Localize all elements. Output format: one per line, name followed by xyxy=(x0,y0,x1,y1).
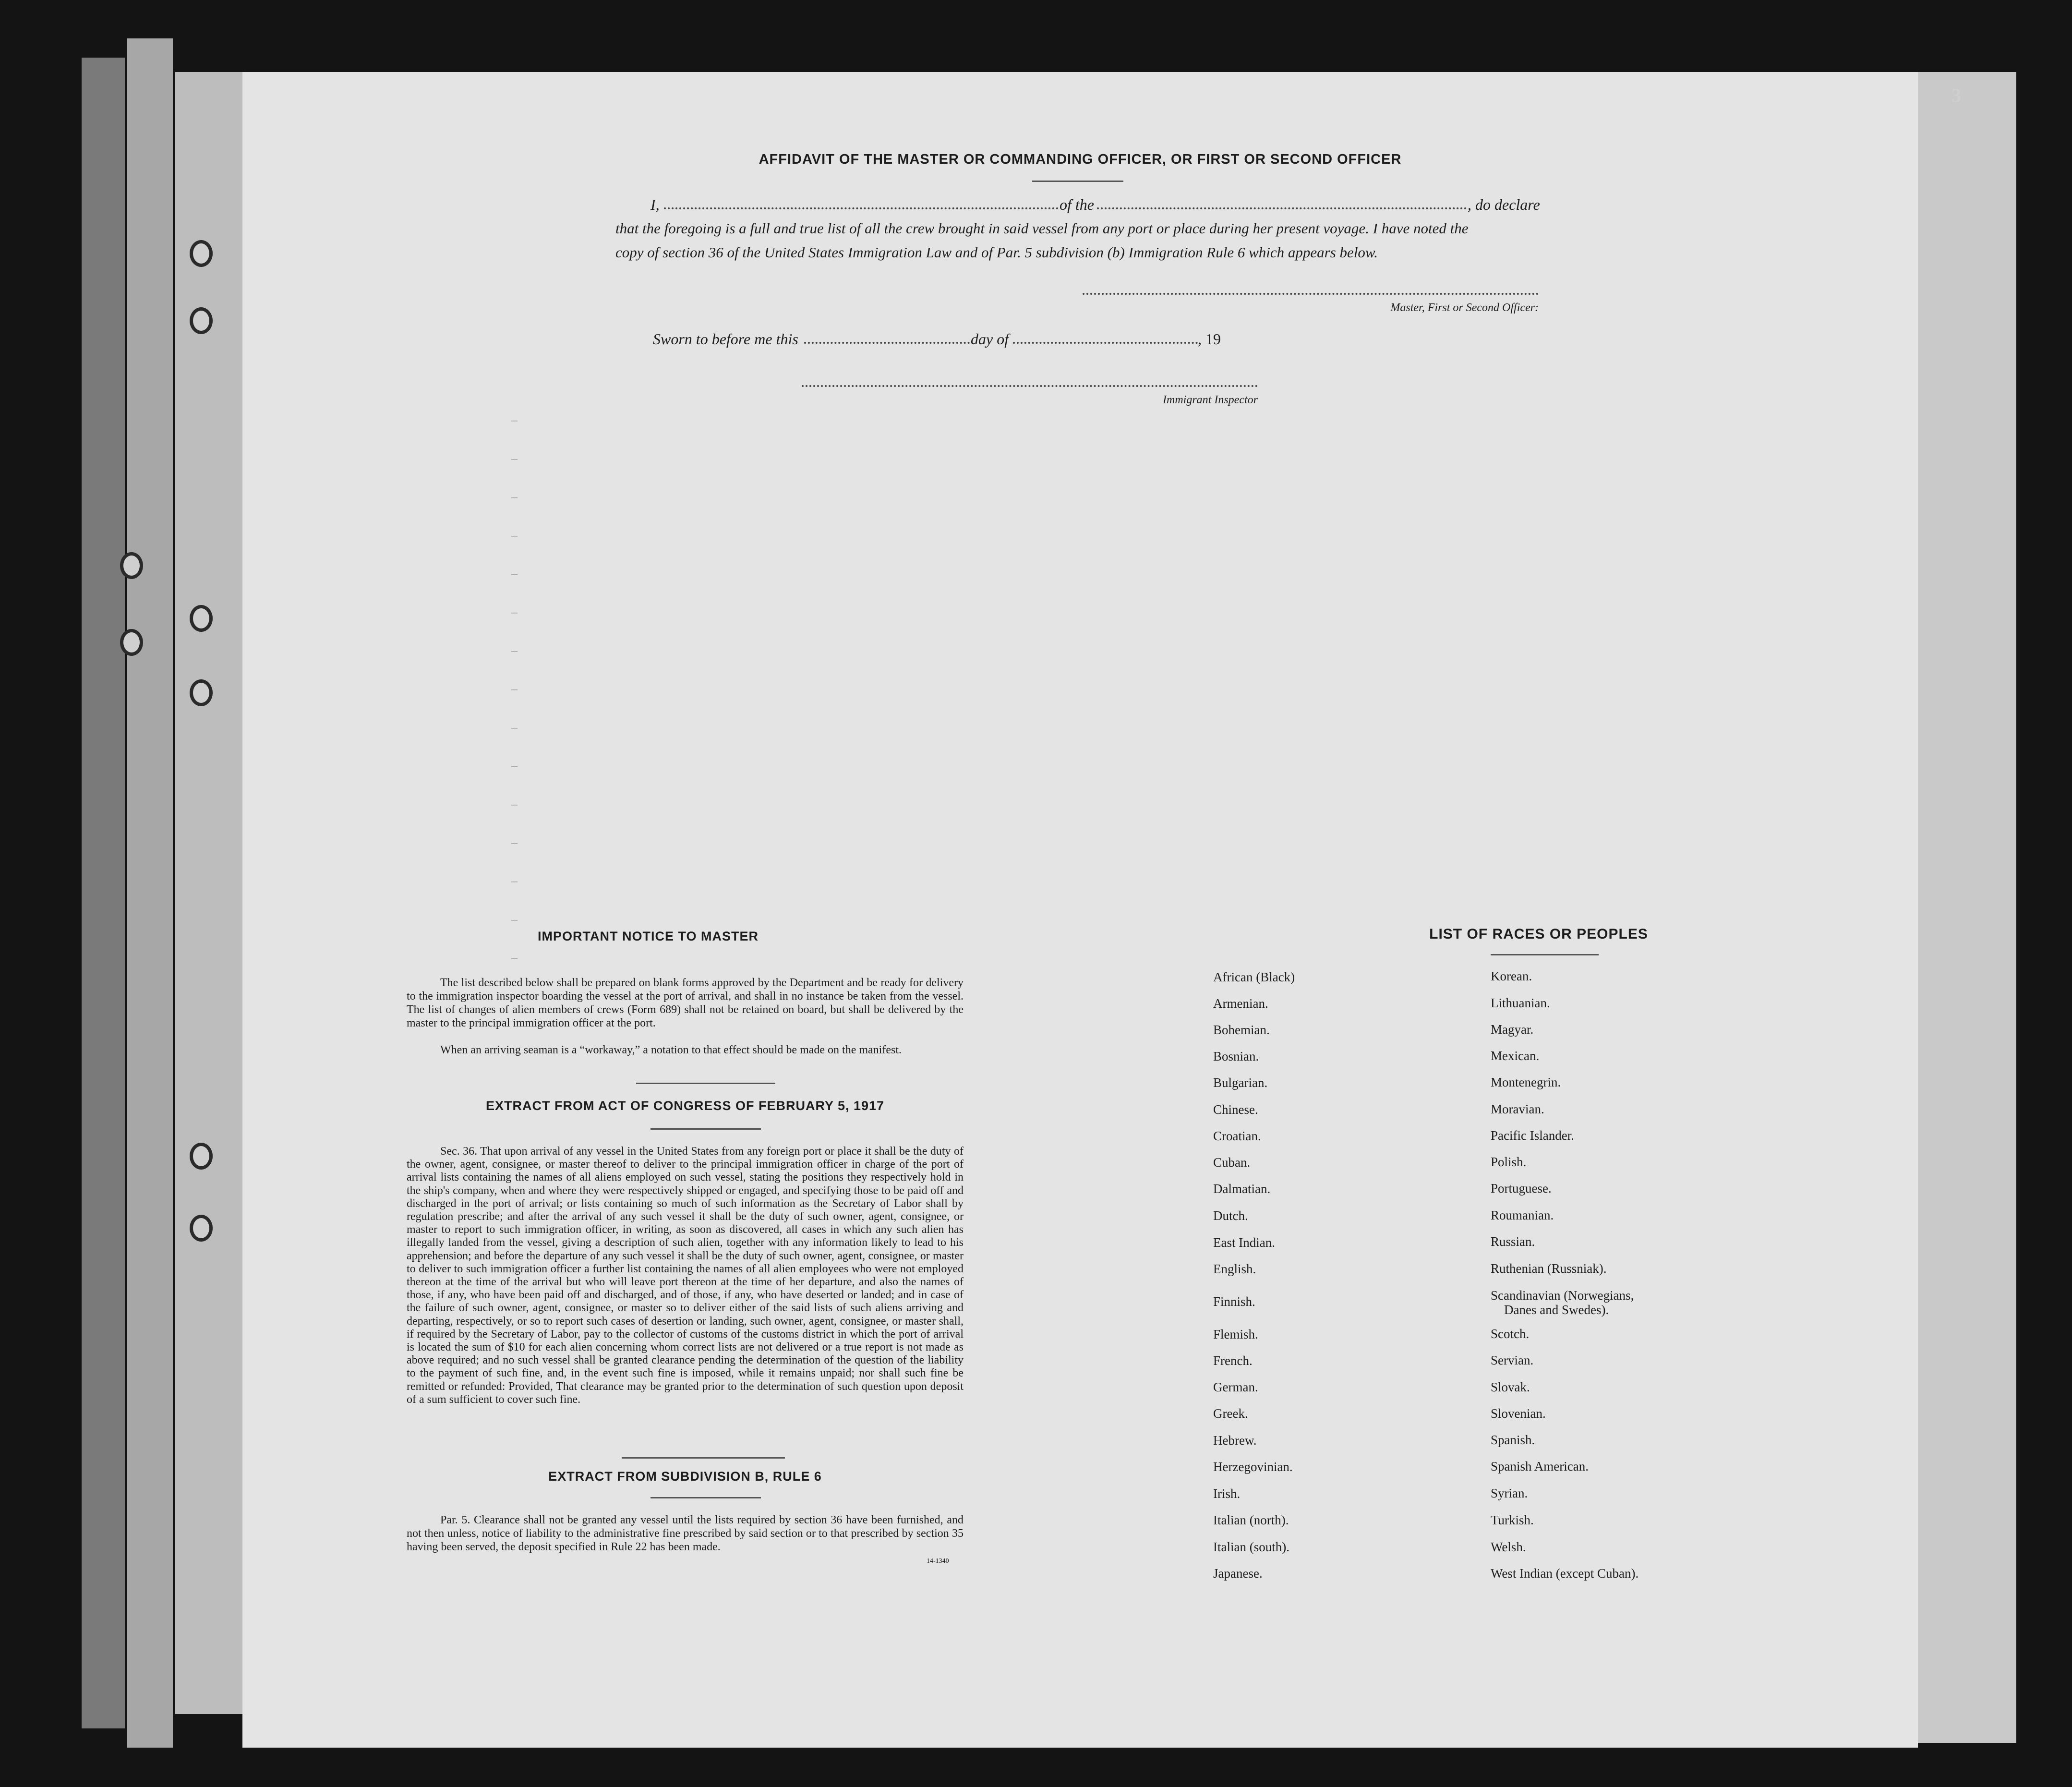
race-item: Ruthenian (Russniak). xyxy=(1491,1261,1607,1276)
race-item: Dalmatian. xyxy=(1213,1182,1271,1196)
race-item: Hebrew. xyxy=(1213,1433,1257,1448)
race-item: Russian. xyxy=(1491,1234,1535,1249)
race-item: German. xyxy=(1213,1380,1258,1394)
binder-hole xyxy=(190,679,213,706)
race-item: Bohemian. xyxy=(1213,1023,1270,1037)
race-item: Roumanian. xyxy=(1491,1208,1554,1222)
race-item: West Indian (except Cuban). xyxy=(1491,1566,1639,1581)
race-item: Herzegovinian. xyxy=(1213,1460,1293,1474)
bleed-mark: – xyxy=(511,797,518,811)
race-item: Finnish. xyxy=(1213,1294,1255,1309)
race-item: Slovenian. xyxy=(1491,1406,1546,1421)
race-item: Italian (north). xyxy=(1213,1513,1289,1527)
bleed-mark: – xyxy=(511,643,518,657)
divider xyxy=(651,1497,761,1498)
binder-strip xyxy=(82,58,125,1728)
affidavit-do-declare: , do declare xyxy=(1468,196,1540,213)
race-item: Armenian. xyxy=(1213,996,1268,1011)
inspector-caption: Immigrant Inspector xyxy=(1163,394,1258,406)
vessel-field[interactable] xyxy=(1097,207,1467,209)
bleed-mark: – xyxy=(511,720,518,734)
race-item: Danes and Swedes). xyxy=(1504,1303,1609,1317)
master-caption: Master, First or Second Officer: xyxy=(1390,302,1539,314)
race-item: Cuban. xyxy=(1213,1155,1251,1170)
notice-title: IMPORTANT NOTICE TO MASTER xyxy=(538,929,759,943)
bleed-mark: – xyxy=(511,451,518,465)
name-field[interactable] xyxy=(664,207,1059,209)
race-item: East Indian. xyxy=(1213,1235,1275,1250)
race-item: Croatian. xyxy=(1213,1129,1261,1143)
race-item: Bosnian. xyxy=(1213,1049,1259,1063)
affidavit-line-3: copy of section 36 of the United States Immigration Law and of Par. 5 subdivision (b) Immigration Rule 6 which appears below. xyxy=(615,244,1378,261)
race-item: Welsh. xyxy=(1491,1540,1526,1554)
affidavit-of-the: of the xyxy=(1060,196,1094,213)
race-item: Flemish. xyxy=(1213,1327,1258,1341)
race-item: Scandinavian (Norwegians, xyxy=(1491,1288,1634,1303)
race-item: Turkish. xyxy=(1491,1513,1534,1527)
sworn-day-field[interactable] xyxy=(804,342,970,344)
race-item: Korean. xyxy=(1491,969,1532,983)
race-item: Italian (south). xyxy=(1213,1540,1289,1554)
notice-text: The list described below shall be prepared on blank forms approved by the Department and be ready for delivery to the immigration inspector boarding the vessel at the port of arrival, and shall in no instance be taken from the vessel. The list of changes of alien members of crews (Form 689) shall not be retained on board, but shall be delivered by the master to the principal immigration officer at the port. xyxy=(407,977,964,1029)
bleed-mark: – xyxy=(511,490,518,504)
page-number: 3 xyxy=(1952,85,1961,106)
year-label: , 19 xyxy=(1198,330,1221,348)
race-item: Chinese. xyxy=(1213,1102,1258,1117)
master-signature-field[interactable] xyxy=(1083,293,1539,295)
bleed-mark: – xyxy=(511,759,518,773)
race-item: Scotch. xyxy=(1491,1327,1530,1341)
race-item: Slovak. xyxy=(1491,1380,1530,1394)
day-of-label: day of xyxy=(971,330,1009,348)
race-item: Greek. xyxy=(1213,1406,1248,1421)
affidavit-line-2: that the foregoing is a full and true list of all the crew brought in said vessel from any port or place during her present voyage. I have noted the xyxy=(615,220,1469,237)
sworn-label: Sworn to before me this xyxy=(653,330,798,348)
bleed-mark: – xyxy=(511,835,518,849)
race-item: Lithuanian. xyxy=(1491,996,1550,1010)
race-item: Dutch. xyxy=(1213,1208,1248,1223)
race-item: Servian. xyxy=(1491,1353,1534,1367)
divider xyxy=(1491,954,1599,955)
divider xyxy=(636,1083,775,1084)
race-item: Pacific Islander. xyxy=(1491,1128,1574,1143)
bleed-mark: – xyxy=(511,413,518,427)
binder-strip xyxy=(127,38,173,1748)
race-item: Spanish American. xyxy=(1491,1459,1589,1473)
divider xyxy=(651,1128,761,1130)
race-item: Irish. xyxy=(1213,1486,1241,1501)
bleed-mark: – xyxy=(511,528,518,542)
race-item: Mexican. xyxy=(1491,1049,1540,1063)
affidavit-i-label: I, xyxy=(651,196,660,213)
binder-hole xyxy=(190,240,213,267)
act-extract-title: EXTRACT FROM ACT OF CONGRESS OF FEBRUARY 5, 1917 xyxy=(485,1099,885,1113)
bleed-mark: – xyxy=(511,605,518,619)
binder-hole xyxy=(190,605,213,632)
binder-hole xyxy=(190,307,213,334)
affidavit-title: AFFIDAVIT OF THE MASTER OR COMMANDING OFFICER, OR FIRST OR SECOND OFFICER xyxy=(759,152,1402,167)
bleed-mark: – xyxy=(511,951,518,965)
race-item: Moravian. xyxy=(1491,1102,1544,1116)
form-number: 14-1340 xyxy=(927,1558,949,1565)
notice-workaway-text: When an arriving seaman is a “workaway,” a notation to that effect should be made on the manifest. xyxy=(440,1044,902,1056)
race-item: French. xyxy=(1213,1353,1253,1368)
race-item: Polish. xyxy=(1491,1155,1527,1169)
races-title: LIST OF RACES OR PEOPLES xyxy=(1429,926,1648,942)
binder-hole xyxy=(120,552,143,579)
race-item: English. xyxy=(1213,1262,1256,1276)
rule-extract-title: EXTRACT FROM SUBDIVISION B, RULE 6 xyxy=(548,1469,822,1484)
act-extract-text: Sec. 36. That upon arrival of any vessel in the United States from any foreign port or place it shall be the duty of the owner, agent, consignee, or master thereof to deliver to the principal immigration officer in charge of the port of arrival lists containing the names of all aliens employed on such vessel, stating the positions they respectively hold in the ship's company, when and where they were respectively shipped or engaged, and specifying those to be paid off and discharged in the port of arrival; or lists containing so much of such information as the Secretary of Labor shall by regulation prescribe; and after the arrival of any such vessel it shall be the duty of such owner, agent, consignee, or master to report to such immigration officer, in writing, as soon as discovered, all cases in which any such alien has illegally landed from the vessel, giving a description of such alien, together with any information likely to lead to his apprehension; and before the departure of any such vessel it shall be the duty of such owner, agent, consignee, or master to deliver to such immigration officer a further list containing the names of all alien employees who were not employed thereon at the time of the arrival but who will leave port thereon at the time of her departure, and also the names of those, if any, who have been paid off and discharged, and of those, if any, who have deserted or landed; and in case of the failure of such owner, agent, consignee, or master so to deliver either of the said lists of such aliens arriving and departing, respectively, or so to report such cases of desertion or landing, such owner, agent, consignee, or master shall, if required by the Secretary of Labor, pay to the collector of customs of the customs district in which the port of arrival is located the sum of $10 for each alien concerning whom correct lists are not delivered or a true report is not made as above required; and no such vessel shall be granted clearance pending the determination of the question of the liability to the payment of such fine, and, in the event such fine is imposed, while it remains unpaid; nor shall such fine be remitted or refunded: Provided, That clearance may be granted prior to the determination of such question upon deposit of a sum sufficient to cover such fine. xyxy=(407,1145,964,1406)
inspector-signature-field[interactable] xyxy=(802,385,1258,387)
rule-extract-text: Par. 5. Clearance shall not be granted any vessel until the lists required by section 36 have been furnished, and not then unless, notice of liability to the administrative fine prescribed by said section or to that prescribed by section 35 having been served, the deposit specified in Rule 22 has been made. xyxy=(407,1514,964,1553)
bleed-mark: – xyxy=(511,874,518,888)
race-item: Japanese. xyxy=(1213,1566,1263,1581)
divider xyxy=(1032,181,1123,182)
binder-hole xyxy=(120,629,143,656)
bleed-mark: – xyxy=(511,567,518,580)
race-item: Spanish. xyxy=(1491,1433,1535,1447)
divider xyxy=(622,1457,785,1459)
race-item: Syrian. xyxy=(1491,1486,1528,1500)
race-item: African (Black) xyxy=(1213,970,1295,984)
race-item: Montenegrin. xyxy=(1491,1075,1561,1089)
race-item: Magyar. xyxy=(1491,1022,1534,1037)
bleed-mark: – xyxy=(511,912,518,926)
sworn-month-field[interactable] xyxy=(1013,342,1198,344)
document-page xyxy=(242,72,1918,1748)
binder-strip xyxy=(1913,72,2016,1743)
binder-hole xyxy=(190,1143,213,1170)
race-item: Bulgarian. xyxy=(1213,1075,1268,1090)
binder-hole xyxy=(190,1215,213,1242)
race-item: Portuguese. xyxy=(1491,1181,1552,1195)
bleed-mark: – xyxy=(511,682,518,696)
